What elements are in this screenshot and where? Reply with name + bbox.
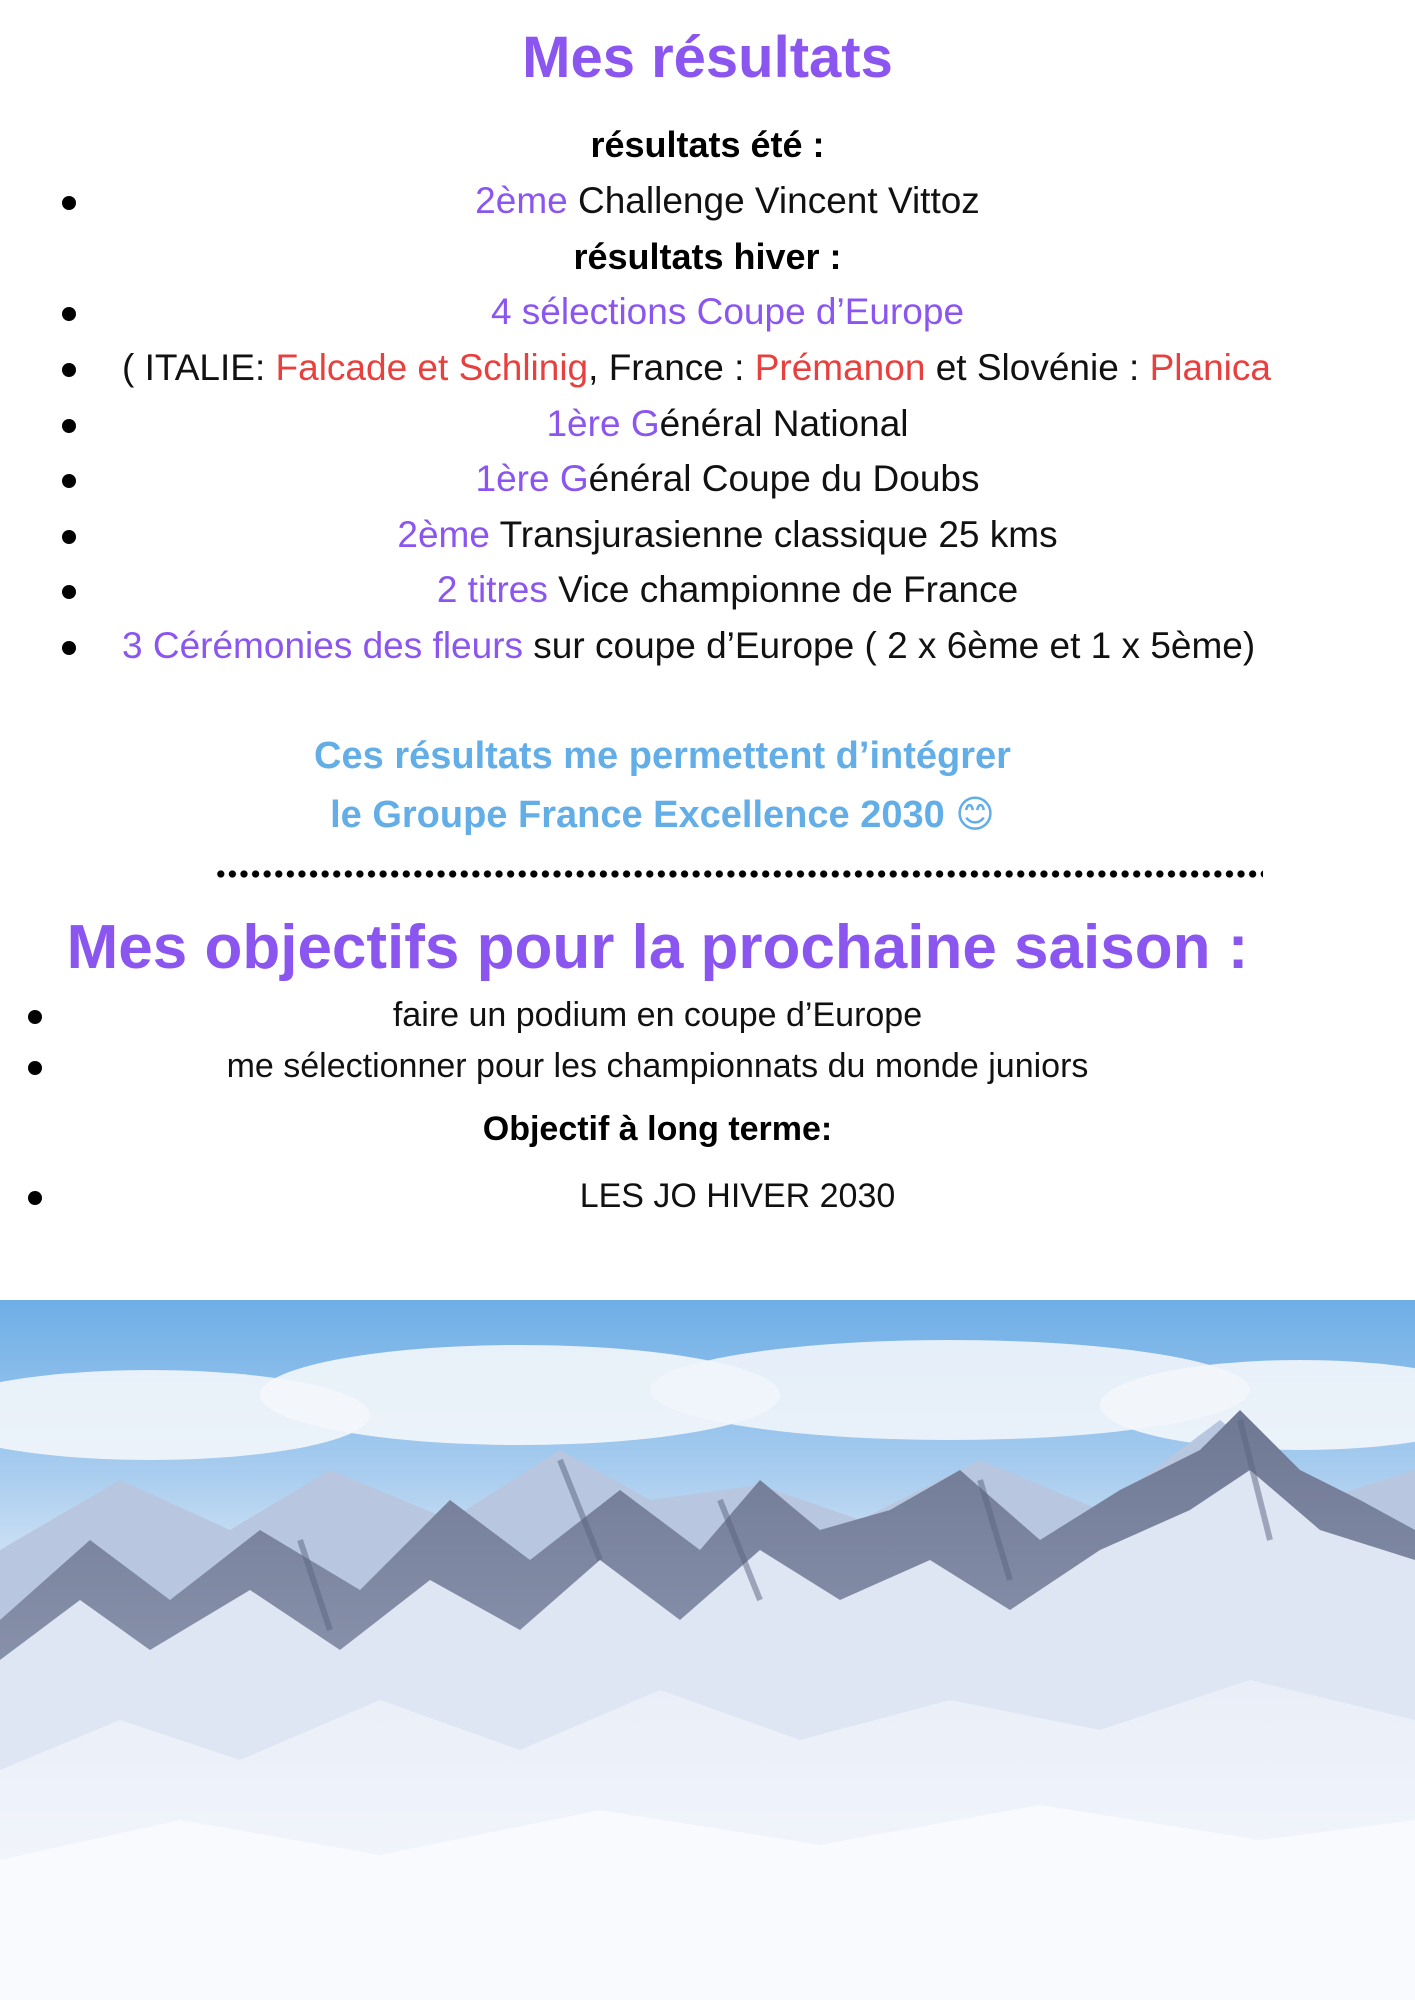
result-label: Transjurasienne classique 25 kms: [489, 514, 1058, 555]
places-open: ( ITALIE:: [122, 347, 276, 388]
winter-result-item: [0, 403, 1415, 445]
objective-item: me sélectionner pour les championnats du monde juniors: [226, 1047, 1089, 1085]
result-rank: 1ère G: [546, 403, 660, 444]
winter-result-item: [0, 569, 1415, 611]
long-term-heading: Objectif à long terme:: [482, 1110, 833, 1148]
result-rank: 3 Cérémonies des fleurs: [122, 625, 524, 666]
places-mid1: , France :: [588, 347, 755, 388]
winter-result-item: [0, 514, 1415, 556]
summer-result-item: [0, 180, 1415, 222]
winter-results-heading: résultats hiver :: [573, 236, 842, 277]
winter-selections: 4 sélections Coupe d’Europe: [490, 291, 965, 332]
winter-result-item: [0, 458, 1415, 500]
result-label: énéral Coupe du Doubs: [588, 458, 980, 499]
place-slovenia: Planica: [1149, 347, 1271, 388]
highlight-line-2: le Groupe France Excellence 2030 😊: [330, 794, 995, 836]
result-rank: 2ème: [475, 180, 568, 221]
place-italy: Falcade et Schlinig: [275, 347, 589, 388]
dotted-separator: [215, 869, 1263, 879]
places-mid2: et Slovénie :: [925, 347, 1150, 388]
page-title: Mes résultats: [522, 25, 893, 90]
snowy-mountain-illustration: [0, 1300, 1415, 2000]
mountain-photo: [0, 1300, 1415, 2000]
result-rank: 2ème: [397, 514, 490, 555]
place-france: Prémanon: [754, 347, 926, 388]
result-label: Vice championne de France: [547, 569, 1019, 610]
objectives-title: Mes objectifs pour la prochaine saison :: [66, 913, 1249, 982]
winter-places: [22, 347, 1415, 389]
highlight-line-1: Ces résultats me permettent d’intégrer: [314, 735, 1011, 777]
result-label: énéral National: [659, 403, 909, 444]
result-rank: 2 titres: [436, 569, 548, 610]
result-rank: 1ère G: [475, 458, 589, 499]
objective-item: faire un podium en coupe d’Europe: [392, 996, 923, 1034]
result-label: Challenge Vincent Vittoz: [567, 180, 980, 221]
winter-result-item: [22, 625, 1415, 667]
long-term-item: LES JO HIVER 2030: [579, 1177, 896, 1215]
result-label: sur coupe d’Europe ( 2 x 6ème et 1 x 5ème): [523, 625, 1256, 666]
summer-results-heading: résultats été :: [590, 124, 825, 165]
